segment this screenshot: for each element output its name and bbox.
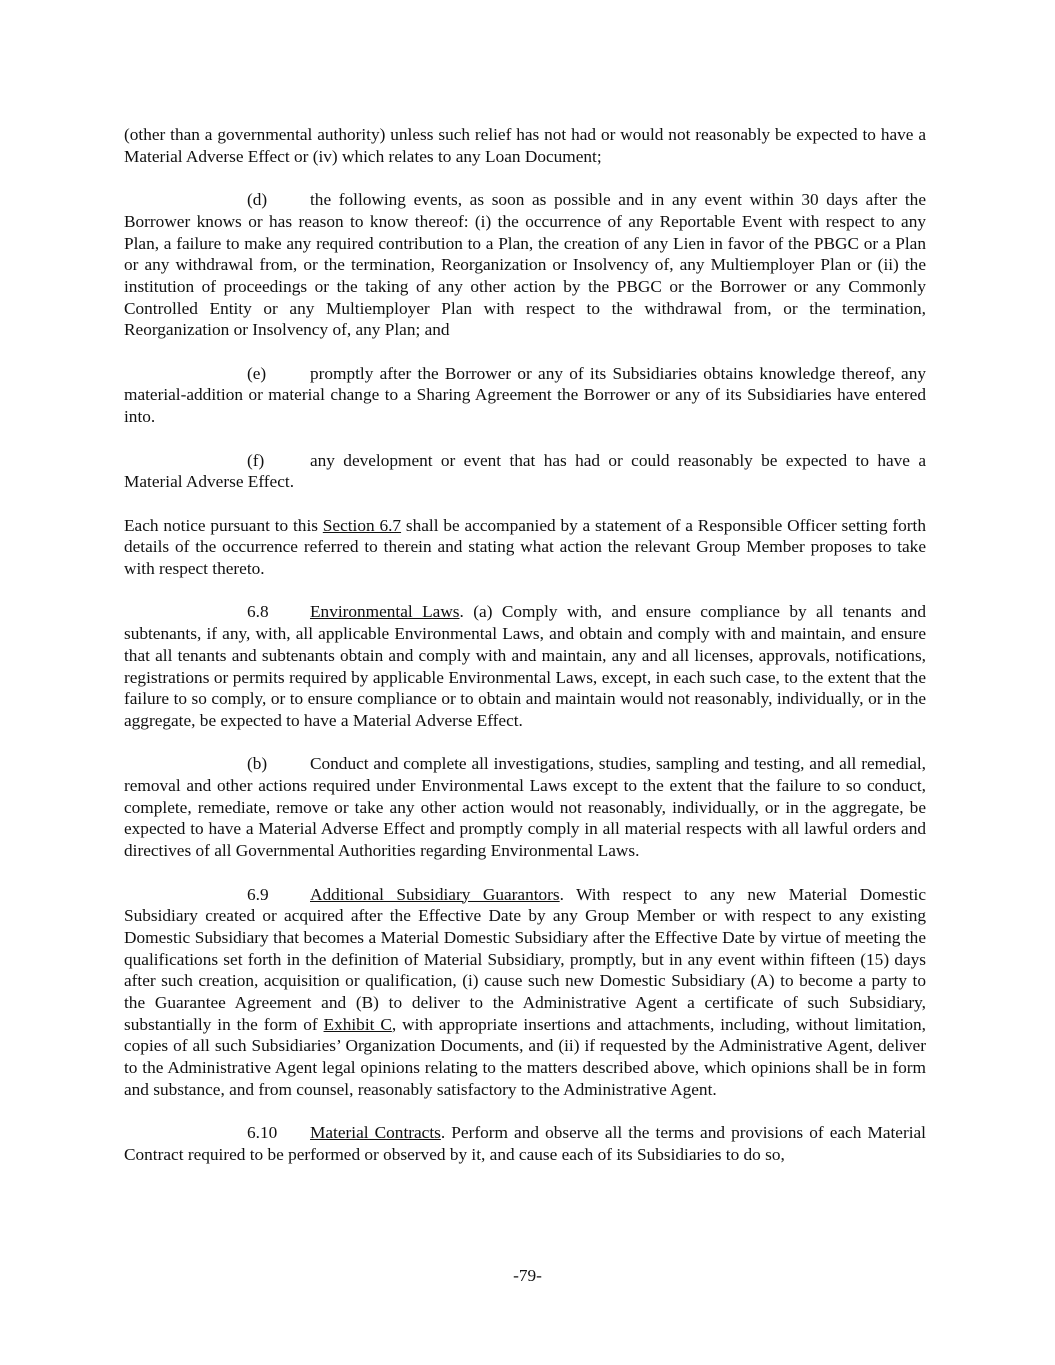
section-heading-additional-subsidiary-guarantors: Additional Subsidiary Guarantors	[310, 884, 560, 904]
section-6-8: 6.8 Environmental Laws. (a) Comply with, and ensure compliance by all tenants and subtenants, if any, with, all applicable Environmental Laws, and obtain and comply with and maintain, and ensure that all tenants and subtenants obtain and comply with and maintain, any and all licenses, approvals, notifications, registrations or permits required by applicable Environmental Laws, except, in each such case, to the extent that the failure to so comply, or to ensure compliance or to obtain and maintain would not reasonably, individually, or in the aggregate, be expected to have a Material Adverse Effect.	[124, 602, 926, 730]
exhibit-reference-c: Exhibit C	[323, 1014, 392, 1034]
section-number-6-9: 6.9	[247, 884, 269, 904]
section-number-6-8: 6.8	[247, 602, 269, 622]
section-heading-environmental-laws: Environmental Laws	[310, 602, 460, 622]
paragraph-notice: Each notice pursuant to this Section 6.7 shall be accompanied by a statement of a Responsible Officer setting forth details of the occurrence referred to therein and stating what action the relevant Group Member proposes to take with respect thereto.	[124, 515, 926, 578]
section-6-10: 6.10 Material Contracts. Perform and observe all the terms and provisions of each Material Contract required to be performed or observed by it, and cause each of its Subsidiaries to do so,	[124, 1123, 926, 1164]
section-number-6-10: 6.10	[247, 1123, 278, 1143]
section-reference-6-7: Section 6.7	[322, 515, 402, 535]
paragraph-f: (f) any development or event that has had or could reasonably be expected to have a Material Adverse Effect.	[124, 450, 926, 492]
item-label-e: (e)	[247, 363, 267, 383]
paragraph-continuation: (other than a governmental authority) unless such relief has not had or would not reasonably be expected to have a Material Adverse Effect or (iv) which relates to any Loan Document;	[124, 125, 926, 166]
document-page	[124, 124, 926, 1187]
page-number: -79-	[513, 1266, 542, 1285]
item-label-f: (f)	[247, 450, 265, 470]
item-label-b: (b)	[247, 754, 268, 774]
paragraph-e: (e) promptly after the Borrower or any of its Subsidiaries obtains knowledge thereof, any material-addition or material change to a Sharing Agreement the Borrower or any of its Subsidiaries have entered into.	[124, 363, 926, 427]
item-label-d: (d)	[247, 190, 268, 210]
paragraph-b: (b) Conduct and complete all investigations, studies, sampling and testing, and all remedial, removal and other actions required under Environmental Laws except to the extent that the failure to so conduct, complete, remediate, remove or take any other action would not reasonably, individually, or in the aggregate, be expected to have a Material Adverse Effect and promptly comply in all material respects with all lawful orders and directives of all Governmental Authorities regarding Environmental Laws.	[124, 754, 926, 861]
section-6-9: 6.9 Additional Subsidiary Guarantors. With respect to any new Material Domestic Subsidiary created or acquired after the Effective Date by any Group Member or with respect to any existing Domestic Subsidiary that becomes a Material Domestic Subsidiary after the Effective Date by virtue of meeting the qualifications set forth in the definition of Material Subsidiary, promptly, but in any event within fifteen (15) days after such creation, acquisition or qualification, (i) cause such new Domestic Subsidiary (A) to become a party to the Guarantee Agreement and (B) to deliver to the Administrative Agent a certificate of such Subsidiary, substantially in the form of Exhibit C, with appropriate insertions and attachments, including, without limitation, copies of all such Subsidiaries’ Organization Documents, and (ii) if requested by the Administrative Agent, deliver to the Administrative Agent legal opinions relating to the matters described above, which opinions shall be in form and substance, and from counsel, reasonably satisfactory to the Administrative Agent.	[124, 884, 926, 1099]
paragraph-d: (d) the following events, as soon as possible and in any event within 30 days after the Borrower knows or has reason to know thereof: (i) the occurrence of any Reportable Event with respect to any Plan, a failure to make any required contribution to a Plan, the creation of any Lien in favor of the PBGC or a Plan or any withdrawal from, or the termination, Reorganization or Insolvency of, any Multiemployer Plan or (ii) the institution of proceedings or the taking of any other action by the PBGC or the Borrower or any Commonly Controlled Entity or any Multiemployer Plan with respect to the withdrawal from, or the termination, Reorganization or Insolvency of, any Plan; and	[124, 190, 926, 340]
section-heading-material-contracts: Material Contracts	[310, 1123, 441, 1143]
